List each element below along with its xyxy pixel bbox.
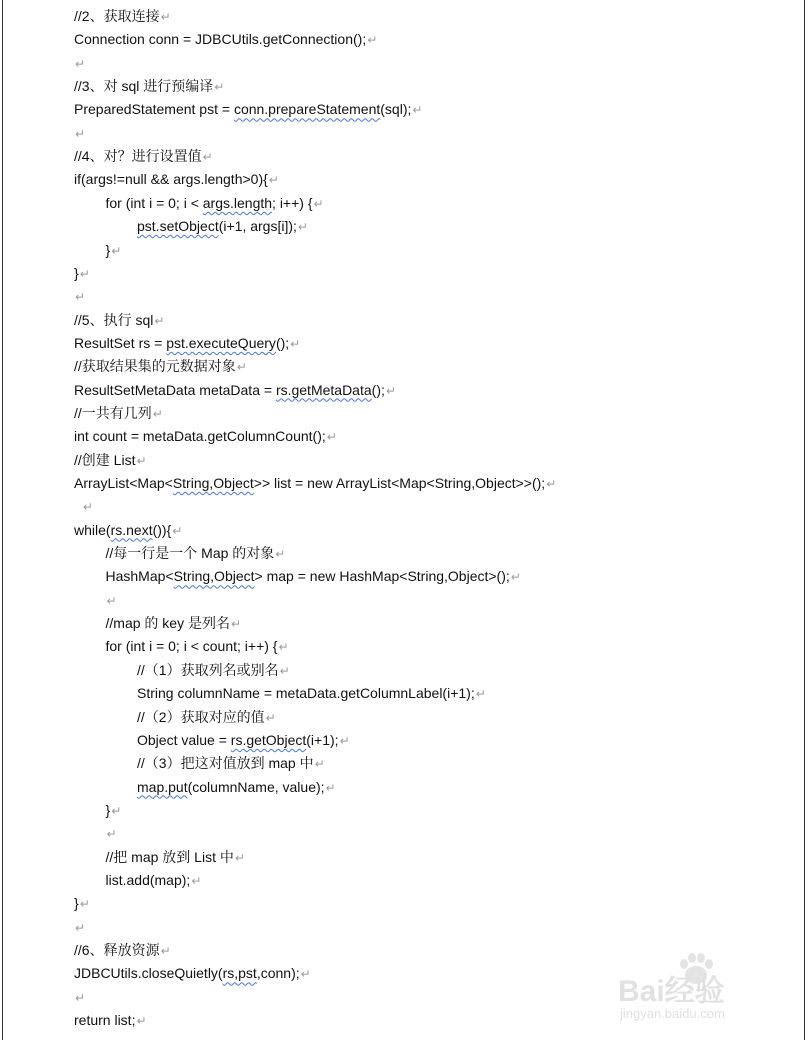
watermark-logo-text: Bai经验 [618, 975, 725, 1008]
code-line [74, 426, 337, 446]
code-text: >> list = new ArrayList<Map<String,Object>>(); [253, 475, 546, 491]
spellcheck-underlined-text: pst.setObject [137, 218, 219, 235]
code-text: for (int i = 0; i < [105, 194, 203, 211]
code-text: } [105, 801, 111, 818]
code-line [74, 169, 279, 189]
code-text: for (int i = 0; i < count; i++) { [105, 638, 278, 655]
code-text: while( [74, 521, 111, 538]
code-line [137, 216, 308, 236]
code-line [74, 6, 171, 26]
code-line [74, 450, 147, 470]
paragraph-mark-icon: ↵ [313, 196, 324, 211]
paragraph-mark-icon: ↵ [385, 383, 396, 398]
code-line [74, 146, 213, 166]
paragraph-mark-icon: ↵ [230, 617, 242, 632]
code-text: //2、获取连接 [74, 8, 160, 24]
code-line [74, 53, 85, 73]
watermark-url: jingyan.baidu.com [620, 1006, 725, 1021]
code-text: Object value = [137, 731, 231, 748]
paragraph-mark-icon: ↵ [75, 290, 86, 305]
code-line [74, 29, 377, 49]
code-line [82, 496, 93, 516]
code-line [137, 753, 325, 773]
spellcheck-underlined-text: String,Object [172, 475, 254, 491]
paragraph-mark-icon: ↵ [546, 477, 557, 491]
code-text: JDBCUtils.closeQuietly( [74, 965, 223, 982]
paragraph-mark-icon: ↵ [106, 827, 117, 842]
paragraph-mark-icon: ↵ [326, 430, 337, 445]
code-line [74, 917, 85, 937]
spellcheck-underlined-text: rs.getObject [230, 731, 307, 748]
code-text: list.add(map); [105, 871, 191, 888]
paragraph-mark-icon: ↵ [290, 336, 301, 351]
paragraph-mark-icon: ↵ [234, 850, 245, 865]
spellcheck-underlined-text: pst.executeQuery [166, 334, 276, 351]
paragraph-mark-icon: ↵ [339, 733, 350, 748]
paragraph-mark-icon: ↵ [136, 1014, 147, 1029]
code-line [74, 473, 556, 493]
code-line [137, 730, 350, 750]
paragraph-mark-icon: ↵ [275, 547, 286, 562]
code-line [106, 847, 245, 867]
code-line [106, 566, 521, 586]
paragraph-mark-icon: ↵ [75, 990, 86, 1005]
spellcheck-underlined-text: args.length [202, 194, 273, 211]
code-text: //3、对 sql 进行预编译 [74, 78, 214, 95]
code-text: ,conn); [256, 965, 300, 982]
paragraph-mark-icon: ↵ [278, 640, 289, 655]
code-text: //创建 List [74, 451, 136, 468]
paragraph-mark-icon: ↵ [475, 687, 486, 702]
paragraph-mark-icon: ↵ [297, 220, 308, 235]
paragraph-mark-icon: ↵ [202, 150, 213, 165]
paragraph-mark-icon: ↵ [160, 10, 171, 24]
code-text: HashMap< [105, 568, 174, 585]
code-text: String columnName = metaData.getColumnLabel(i+1); [137, 685, 475, 702]
code-text: > map = new HashMap<String,Object>(); [254, 568, 510, 585]
paragraph-mark-icon: ↵ [265, 710, 276, 725]
paragraph-mark-icon: ↵ [325, 780, 336, 795]
code-line [106, 590, 117, 610]
code-text: (i+1); [306, 731, 339, 748]
code-line [74, 123, 85, 143]
paragraph-mark-icon: ↵ [75, 920, 86, 935]
code-line [74, 310, 164, 330]
code-line [106, 870, 202, 890]
spellcheck-underlined-text: String,Object [173, 568, 255, 585]
code-text: ()){ [152, 521, 172, 538]
paragraph-mark-icon: ↵ [75, 126, 86, 141]
code-text: } [74, 264, 79, 281]
spellcheck-underlined-text: rs.next [110, 521, 153, 538]
code-text: if(args!=null && args.length>0){ [74, 171, 268, 188]
code-text: //获取结果集的元数据对象 [74, 358, 236, 375]
code-line [137, 660, 290, 680]
paragraph-mark-icon: ↵ [111, 243, 122, 258]
code-text: (columnName, value); [187, 778, 325, 795]
paragraph-mark-icon: ↵ [279, 663, 290, 678]
code-line [106, 613, 242, 633]
code-text: //4、对？进行设置值 [74, 148, 202, 165]
code-line [106, 193, 324, 213]
code-text: //每一行是一个 Map 的对象 [105, 545, 275, 562]
paragraph-mark-icon: ↵ [111, 803, 122, 818]
code-line [106, 800, 122, 820]
code-text: //把 map 放到 List 中 [105, 848, 234, 865]
code-line [74, 403, 163, 423]
code-text: ArrayList<Map< [74, 475, 173, 491]
code-line [74, 263, 90, 283]
code-line [106, 543, 286, 563]
code-text: //map 的 key 是列名 [105, 615, 230, 632]
code-line [74, 963, 311, 983]
code-text: (i+1, args[i]); [218, 218, 297, 235]
code-text: //一共有几列 [74, 404, 152, 421]
spellcheck-underlined-text: map.put [137, 778, 188, 795]
paragraph-mark-icon: ↵ [510, 570, 521, 585]
code-text: ResultSet rs = [74, 334, 167, 351]
code-line [74, 356, 247, 376]
code-text: //（3）把这对值放到 map 中 [137, 755, 314, 772]
paragraph-mark-icon: ↵ [106, 593, 117, 608]
code-line [74, 99, 422, 119]
paragraph-mark-icon: ↵ [236, 360, 247, 375]
paragraph-mark-icon: ↵ [367, 33, 378, 48]
code-line [74, 76, 224, 96]
code-text: ; i++) { [272, 194, 313, 211]
code-text: (sql); [380, 101, 412, 118]
code-line [137, 707, 276, 727]
paragraph-mark-icon: ↵ [154, 313, 165, 328]
code-line [74, 893, 90, 913]
paragraph-mark-icon: ↵ [152, 406, 163, 421]
code-text: (); [275, 334, 290, 351]
baidu-jingyan-watermark [618, 950, 778, 1030]
paragraph-mark-icon: ↵ [268, 173, 279, 188]
paragraph-mark-icon: ↵ [300, 967, 311, 982]
paragraph-mark-icon: ↵ [412, 103, 423, 118]
code-text: } [74, 895, 79, 912]
code-text: //（2）获取对应的值 [137, 708, 265, 725]
paragraph-mark-icon: ↵ [79, 897, 90, 912]
code-line [106, 823, 117, 843]
paragraph-mark-icon: ↵ [314, 757, 325, 772]
paragraph-mark-icon: ↵ [75, 56, 86, 71]
paragraph-mark-icon: ↵ [172, 523, 183, 538]
code-line [74, 286, 85, 306]
spellcheck-underlined-text: rs,pst [222, 965, 257, 982]
paragraph-mark-icon: ↵ [160, 944, 171, 958]
code-text: int count = metaData.getColumnCount(); [74, 428, 326, 445]
code-line [137, 683, 486, 703]
code-line [74, 380, 396, 400]
code-line [74, 987, 85, 1007]
code-line [106, 240, 122, 260]
code-text: PreparedStatement pst = [74, 101, 234, 118]
code-line [74, 333, 300, 353]
code-text: //（1）获取列名或别名 [137, 661, 279, 678]
paragraph-mark-icon: ↵ [79, 266, 90, 281]
code-text: //5、执行 sql [74, 311, 154, 328]
paragraph-mark-icon: ↵ [136, 453, 147, 468]
code-line [106, 636, 289, 656]
code-line [74, 520, 182, 540]
code-line [74, 940, 171, 960]
code-text: Connection conn = JDBCUtils.getConnection(); [74, 31, 367, 48]
paragraph-mark-icon: ↵ [214, 80, 225, 95]
code-text: } [105, 241, 111, 258]
code-text: (); [371, 381, 385, 398]
spellcheck-underlined-text: conn.prepareStatement [233, 101, 381, 118]
code-text: //6、释放资源 [74, 942, 160, 958]
code-line [137, 777, 336, 797]
code-line [74, 1010, 147, 1030]
paragraph-mark-icon: ↵ [82, 500, 93, 515]
code-text: ResultSetMetaData metaData = [74, 381, 276, 398]
code-text: return list; [74, 1012, 136, 1029]
spellcheck-underlined-text: rs.getMetaData [275, 381, 372, 398]
paragraph-mark-icon: ↵ [191, 873, 202, 888]
